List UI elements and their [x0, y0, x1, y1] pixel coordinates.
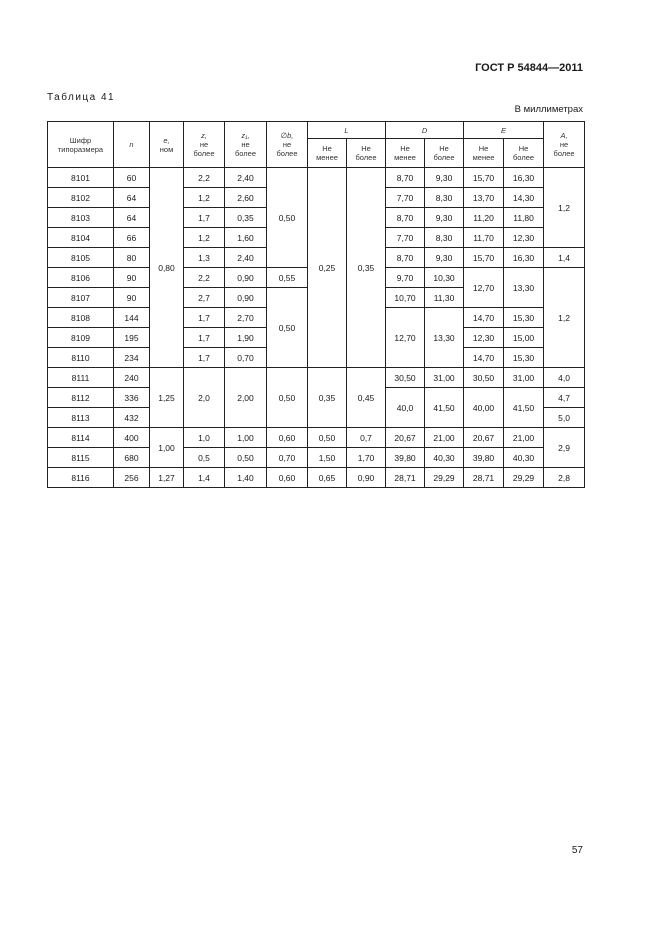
- D-max-cell: 40,30: [425, 448, 464, 468]
- L-min-cell: 0,25: [308, 168, 347, 368]
- code-cell: 8110: [48, 348, 114, 368]
- L-min-cell: 0,50: [308, 428, 347, 448]
- code-cell: 8113: [48, 408, 114, 428]
- dimensions-table: [47, 121, 585, 488]
- z-cell: 2,7: [184, 288, 225, 308]
- D-min-cell: 10,70: [386, 288, 425, 308]
- n-cell: 195: [114, 328, 150, 348]
- E-min-cell: 15,70: [464, 248, 504, 268]
- D-max-cell: 9,30: [425, 168, 464, 188]
- header-L-max: Не более: [347, 139, 386, 168]
- b-cell: 0,50: [267, 288, 308, 368]
- E-min-cell: 12,30: [464, 328, 504, 348]
- table-caption: Таблица 41: [47, 92, 116, 103]
- E-max-cell: 41,50: [504, 388, 544, 428]
- A-cell: 1,2: [544, 168, 585, 248]
- L-max-cell: 1,70: [347, 448, 386, 468]
- z-cell: 1,7: [184, 308, 225, 328]
- D-max-cell: 31,00: [425, 368, 464, 388]
- E-min-cell: 40,00: [464, 388, 504, 428]
- code-cell: 8108: [48, 308, 114, 328]
- b-cell: 0,70: [267, 448, 308, 468]
- n-cell: 90: [114, 288, 150, 308]
- code-cell: 8104: [48, 228, 114, 248]
- E-min-cell: 11,20: [464, 208, 504, 228]
- D-min-cell: 39,80: [386, 448, 425, 468]
- E-max-cell: 13,30: [504, 268, 544, 308]
- D-min-cell: 9,70: [386, 268, 425, 288]
- A-cell: 1,2: [544, 268, 585, 368]
- n-cell: 144: [114, 308, 150, 328]
- header-E-max: Не более: [504, 139, 544, 168]
- E-max-cell: 21,00: [504, 428, 544, 448]
- header-z1: z₁, не более: [225, 122, 267, 168]
- header-e: e, ном: [150, 122, 184, 168]
- n-cell: 400: [114, 428, 150, 448]
- code-cell: 8103: [48, 208, 114, 228]
- b-cell: 0,55: [267, 268, 308, 288]
- n-cell: 80: [114, 248, 150, 268]
- b-cell: 0,60: [267, 428, 308, 448]
- D-max-cell: 9,30: [425, 248, 464, 268]
- code-cell: 8101: [48, 168, 114, 188]
- D-min-cell: 28,71: [386, 468, 425, 488]
- z-cell: 1,4: [184, 468, 225, 488]
- e-cell: 1,27: [150, 468, 184, 488]
- code-cell: 8115: [48, 448, 114, 468]
- E-max-cell: 15,30: [504, 308, 544, 328]
- E-max-cell: 12,30: [504, 228, 544, 248]
- E-min-cell: 11,70: [464, 228, 504, 248]
- z1-cell: 0,50: [225, 448, 267, 468]
- D-max-cell: 29,29: [425, 468, 464, 488]
- header-z: z, не более: [184, 122, 225, 168]
- n-cell: 90: [114, 268, 150, 288]
- b-cell: 0,50: [267, 168, 308, 268]
- header-E-min: Не менее: [464, 139, 504, 168]
- E-max-cell: 15,00: [504, 328, 544, 348]
- units-note: В миллиметрах: [514, 104, 583, 115]
- code-cell: 8109: [48, 328, 114, 348]
- D-min-cell: 8,70: [386, 248, 425, 268]
- D-min-cell: 40,0: [386, 388, 425, 428]
- n-cell: 64: [114, 208, 150, 228]
- E-min-cell: 28,71: [464, 468, 504, 488]
- header-A: A, не более: [544, 122, 585, 168]
- header-b: ∅b, не более: [267, 122, 308, 168]
- n-cell: 64: [114, 188, 150, 208]
- header-D: D: [386, 122, 464, 139]
- header-D-min: Не менее: [386, 139, 425, 168]
- z1-cell: 2,70: [225, 308, 267, 328]
- A-cell: 5,0: [544, 408, 585, 428]
- L-min-cell: 0,65: [308, 468, 347, 488]
- n-cell: 240: [114, 368, 150, 388]
- L-max-cell: 0,7: [347, 428, 386, 448]
- z1-cell: 2,00: [225, 368, 267, 428]
- e-cell: 0,80: [150, 168, 184, 368]
- code-cell: 8116: [48, 468, 114, 488]
- z-cell: 2,2: [184, 168, 225, 188]
- L-min-cell: 1,50: [308, 448, 347, 468]
- A-cell: 2,8: [544, 468, 585, 488]
- code-cell: 8114: [48, 428, 114, 448]
- z1-cell: 0,70: [225, 348, 267, 368]
- z-cell: 1,2: [184, 188, 225, 208]
- D-min-cell: 7,70: [386, 188, 425, 208]
- D-max-cell: 41,50: [425, 388, 464, 428]
- z1-cell: 2,40: [225, 248, 267, 268]
- E-min-cell: 13,70: [464, 188, 504, 208]
- code-cell: 8106: [48, 268, 114, 288]
- E-max-cell: 11,80: [504, 208, 544, 228]
- E-max-cell: 15,30: [504, 348, 544, 368]
- z1-cell: 1,00: [225, 428, 267, 448]
- L-max-cell: 0,90: [347, 468, 386, 488]
- z-cell: 1,0: [184, 428, 225, 448]
- z1-cell: 1,40: [225, 468, 267, 488]
- L-max-cell: 0,45: [347, 368, 386, 428]
- E-min-cell: 20,67: [464, 428, 504, 448]
- E-max-cell: 16,30: [504, 248, 544, 268]
- standard-number: ГОСТ Р 54844—2011: [475, 62, 583, 74]
- D-min-cell: 12,70: [386, 308, 425, 368]
- D-min-cell: 20,67: [386, 428, 425, 448]
- table-header: [48, 122, 585, 168]
- code-cell: 8102: [48, 188, 114, 208]
- z-cell: 0,5: [184, 448, 225, 468]
- z1-cell: 1,90: [225, 328, 267, 348]
- e-cell: 1,25: [150, 368, 184, 428]
- z-cell: 1,7: [184, 328, 225, 348]
- z1-cell: 1,60: [225, 228, 267, 248]
- n-cell: 336: [114, 388, 150, 408]
- header-E: E: [464, 122, 544, 139]
- b-cell: 0,60: [267, 468, 308, 488]
- n-cell: 60: [114, 168, 150, 188]
- n-cell: 432: [114, 408, 150, 428]
- E-max-cell: 16,30: [504, 168, 544, 188]
- z-cell: 2,0: [184, 368, 225, 428]
- D-min-cell: 7,70: [386, 228, 425, 248]
- D-max-cell: 10,30: [425, 268, 464, 288]
- D-max-cell: 9,30: [425, 208, 464, 228]
- z-cell: 1,7: [184, 348, 225, 368]
- E-max-cell: 14,30: [504, 188, 544, 208]
- e-cell: 1,00: [150, 428, 184, 468]
- header-D-max: Не более: [425, 139, 464, 168]
- header-n: n: [114, 122, 150, 168]
- D-max-cell: 11,30: [425, 288, 464, 308]
- E-min-cell: 15,70: [464, 168, 504, 188]
- header-code: Шифр типоразмера: [48, 122, 114, 168]
- z-cell: 2,2: [184, 268, 225, 288]
- E-min-cell: 12,70: [464, 268, 504, 308]
- table-row: [48, 448, 585, 468]
- E-max-cell: 40,30: [504, 448, 544, 468]
- n-cell: 680: [114, 448, 150, 468]
- D-max-cell: 13,30: [425, 308, 464, 368]
- code-cell: 8112: [48, 388, 114, 408]
- n-cell: 256: [114, 468, 150, 488]
- E-min-cell: 14,70: [464, 348, 504, 368]
- table-row: [48, 468, 585, 488]
- page-number: 57: [571, 845, 583, 856]
- A-cell: 1,4: [544, 248, 585, 268]
- code-cell: 8105: [48, 248, 114, 268]
- E-max-cell: 31,00: [504, 368, 544, 388]
- D-max-cell: 8,30: [425, 188, 464, 208]
- D-min-cell: 8,70: [386, 208, 425, 228]
- D-max-cell: 8,30: [425, 228, 464, 248]
- E-min-cell: 39,80: [464, 448, 504, 468]
- A-cell: 4,7: [544, 388, 585, 408]
- z-cell: 1,7: [184, 208, 225, 228]
- z1-cell: 0,90: [225, 288, 267, 308]
- code-cell: 8107: [48, 288, 114, 308]
- code-cell: 8111: [48, 368, 114, 388]
- D-max-cell: 21,00: [425, 428, 464, 448]
- table-row: [48, 168, 585, 188]
- z1-cell: 0,35: [225, 208, 267, 228]
- table-row: [48, 428, 585, 448]
- L-min-cell: 0,35: [308, 368, 347, 428]
- n-cell: 234: [114, 348, 150, 368]
- header-L: L: [308, 122, 386, 139]
- table-body: [48, 168, 585, 488]
- L-max-cell: 0,35: [347, 168, 386, 368]
- z1-cell: 2,60: [225, 188, 267, 208]
- header-L-min: Не менее: [308, 139, 347, 168]
- E-max-cell: 29,29: [504, 468, 544, 488]
- z1-cell: 2,40: [225, 168, 267, 188]
- D-min-cell: 8,70: [386, 168, 425, 188]
- n-cell: 66: [114, 228, 150, 248]
- z-cell: 1,3: [184, 248, 225, 268]
- A-cell: 2,9: [544, 428, 585, 468]
- E-min-cell: 30,50: [464, 368, 504, 388]
- A-cell: 4,0: [544, 368, 585, 388]
- D-min-cell: 30,50: [386, 368, 425, 388]
- E-min-cell: 14,70: [464, 308, 504, 328]
- table-row: [48, 368, 585, 388]
- z-cell: 1,2: [184, 228, 225, 248]
- z1-cell: 0,90: [225, 268, 267, 288]
- b-cell: 0,50: [267, 368, 308, 428]
